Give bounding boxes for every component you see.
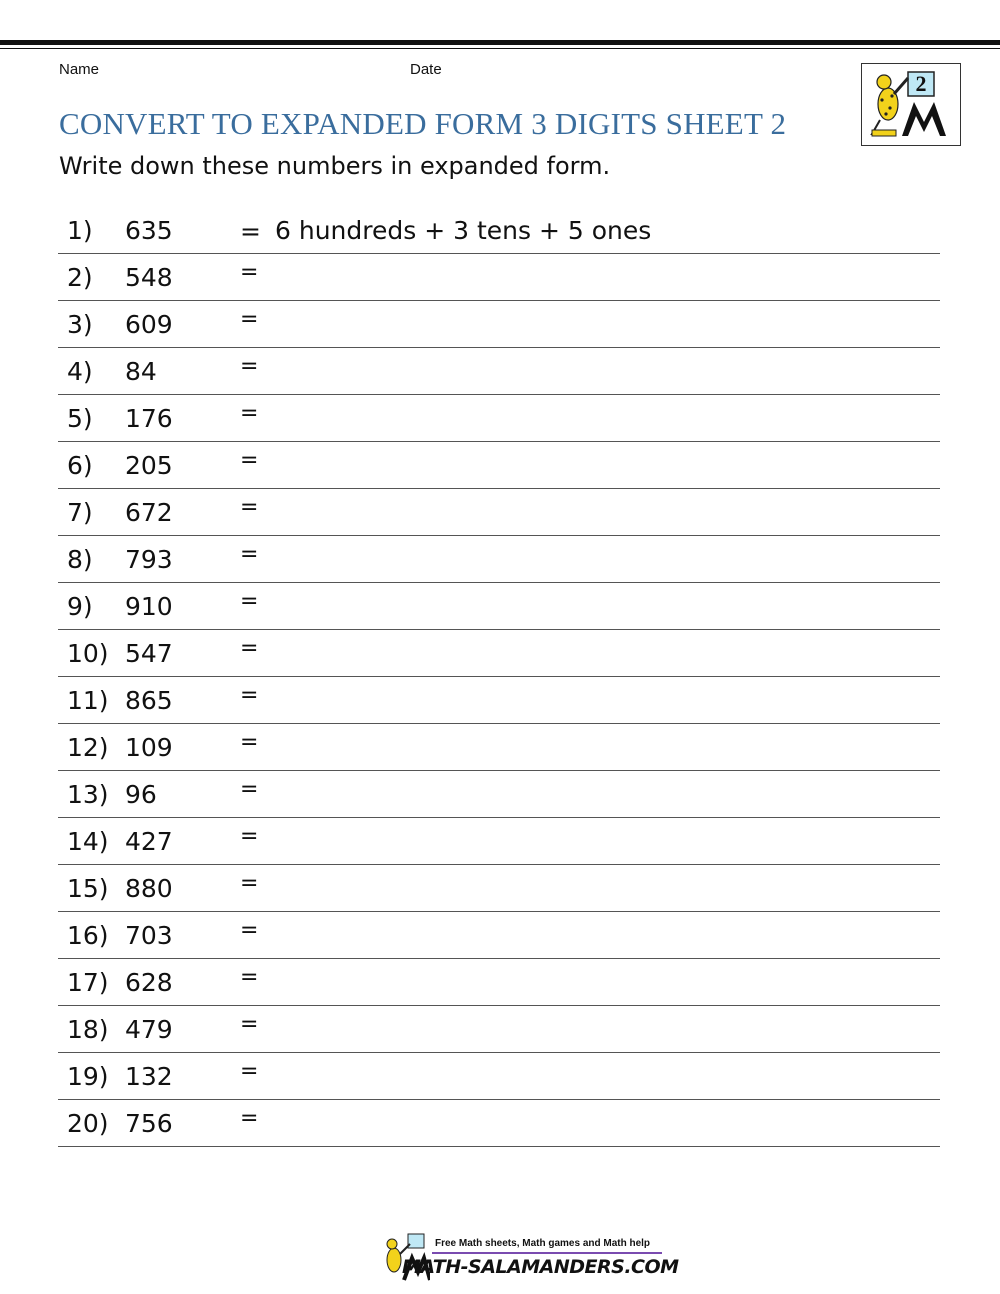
problem-row bbox=[58, 1053, 940, 1100]
equals-sign: = bbox=[240, 824, 259, 849]
problem-value: 910 bbox=[125, 592, 173, 621]
problem-row bbox=[58, 1006, 940, 1053]
logo-digit: 2 bbox=[915, 71, 927, 96]
problem-number: 12) bbox=[67, 733, 109, 762]
problem-number: 9) bbox=[67, 592, 93, 621]
salamander-logo bbox=[861, 63, 961, 146]
problem-value: 609 bbox=[125, 310, 173, 339]
footer bbox=[380, 1232, 680, 1282]
equals-sign: = bbox=[240, 542, 259, 567]
page-title: CONVERT TO EXPANDED FORM 3 DIGITS SHEET 2 bbox=[59, 106, 787, 141]
equals-sign: = bbox=[240, 871, 259, 896]
problem-row bbox=[58, 395, 940, 442]
problem-number: 20) bbox=[67, 1109, 109, 1138]
logo-m-shape bbox=[902, 102, 946, 136]
equals-sign: = bbox=[240, 1012, 259, 1037]
problem-row bbox=[58, 254, 940, 301]
equals-sign: = bbox=[240, 777, 259, 802]
problem-number: 5) bbox=[67, 404, 93, 433]
top-rule-thin bbox=[0, 48, 1000, 49]
problem-row bbox=[58, 489, 940, 536]
logo-salamander-head bbox=[877, 75, 891, 89]
problem-value: 176 bbox=[125, 404, 173, 433]
problem-row bbox=[58, 677, 940, 724]
footer-site-name: MATH-SALAMANDERS.COM bbox=[402, 1256, 679, 1278]
equals-sign: = bbox=[240, 965, 259, 990]
problem-number: 19) bbox=[67, 1062, 109, 1091]
problem-number: 17) bbox=[67, 968, 109, 997]
problem-row bbox=[58, 959, 940, 1006]
problem-list bbox=[58, 207, 940, 1147]
problem-row bbox=[58, 771, 940, 818]
problem-number: 10) bbox=[67, 639, 109, 668]
problem-value: 703 bbox=[125, 921, 173, 950]
equals-sign: = bbox=[240, 401, 259, 426]
equals-sign: = bbox=[240, 1106, 259, 1131]
problem-number: 18) bbox=[67, 1015, 109, 1044]
equals-sign: = bbox=[240, 730, 259, 755]
equals-sign: = bbox=[240, 217, 261, 246]
problem-number: 3) bbox=[67, 310, 93, 339]
problem-row bbox=[58, 348, 940, 395]
problem-row bbox=[58, 583, 940, 630]
problem-value: 205 bbox=[125, 451, 173, 480]
equals-sign: = bbox=[240, 260, 259, 285]
equals-sign: = bbox=[240, 683, 259, 708]
problem-value: 132 bbox=[125, 1062, 173, 1091]
problem-value: 84 bbox=[125, 357, 157, 386]
problem-row bbox=[58, 536, 940, 583]
date-label: Date bbox=[410, 61, 442, 78]
problem-row bbox=[58, 724, 940, 771]
problem-number: 7) bbox=[67, 498, 93, 527]
problem-row bbox=[58, 442, 940, 489]
problem-number: 2) bbox=[67, 263, 93, 292]
equals-sign: = bbox=[240, 307, 259, 332]
problem-number: 11) bbox=[67, 686, 109, 715]
problem-number: 14) bbox=[67, 827, 109, 856]
problem-value: 427 bbox=[125, 827, 173, 856]
footer-tagline-rule bbox=[432, 1252, 662, 1254]
problem-row bbox=[58, 1100, 940, 1147]
problem-value: 880 bbox=[125, 874, 173, 903]
equals-sign: = bbox=[240, 1059, 259, 1084]
problem-value: 635 bbox=[125, 216, 173, 245]
problem-number: 4) bbox=[67, 357, 93, 386]
problem-number: 1) bbox=[67, 216, 93, 245]
salamander-logo-icon bbox=[862, 64, 960, 145]
problem-row bbox=[58, 912, 940, 959]
name-label: Name bbox=[59, 61, 100, 78]
problem-number: 6) bbox=[67, 451, 93, 480]
problem-number: 13) bbox=[67, 780, 109, 809]
problem-value: 756 bbox=[125, 1109, 173, 1138]
problem-row bbox=[58, 630, 940, 677]
problem-answer: 6 hundreds + 3 tens + 5 ones bbox=[275, 216, 652, 245]
problem-value: 547 bbox=[125, 639, 173, 668]
problem-number: 8) bbox=[67, 545, 93, 574]
problem-number: 15) bbox=[67, 874, 109, 903]
problem-number: 16) bbox=[67, 921, 109, 950]
equals-sign: = bbox=[240, 636, 259, 661]
problem-value: 479 bbox=[125, 1015, 173, 1044]
problem-value: 793 bbox=[125, 545, 173, 574]
problem-value: 548 bbox=[125, 263, 173, 292]
equals-sign: = bbox=[240, 589, 259, 614]
problem-row bbox=[58, 818, 940, 865]
problem-value: 865 bbox=[125, 686, 173, 715]
logo-salamander-arm bbox=[894, 78, 908, 94]
problem-row bbox=[58, 207, 940, 254]
problem-row bbox=[58, 301, 940, 348]
top-rule bbox=[0, 40, 1000, 45]
equals-sign: = bbox=[240, 918, 259, 943]
equals-sign: = bbox=[240, 354, 259, 379]
equals-sign: = bbox=[240, 495, 259, 520]
problem-value: 109 bbox=[125, 733, 173, 762]
problem-value: 96 bbox=[125, 780, 157, 809]
instructions: Write down these numbers in expanded form. bbox=[59, 152, 611, 180]
problem-row bbox=[58, 865, 940, 912]
problem-value: 672 bbox=[125, 498, 173, 527]
equals-sign: = bbox=[240, 448, 259, 473]
problem-value: 628 bbox=[125, 968, 173, 997]
footer-tagline: Free Math sheets, Math games and Math help bbox=[435, 1238, 651, 1249]
